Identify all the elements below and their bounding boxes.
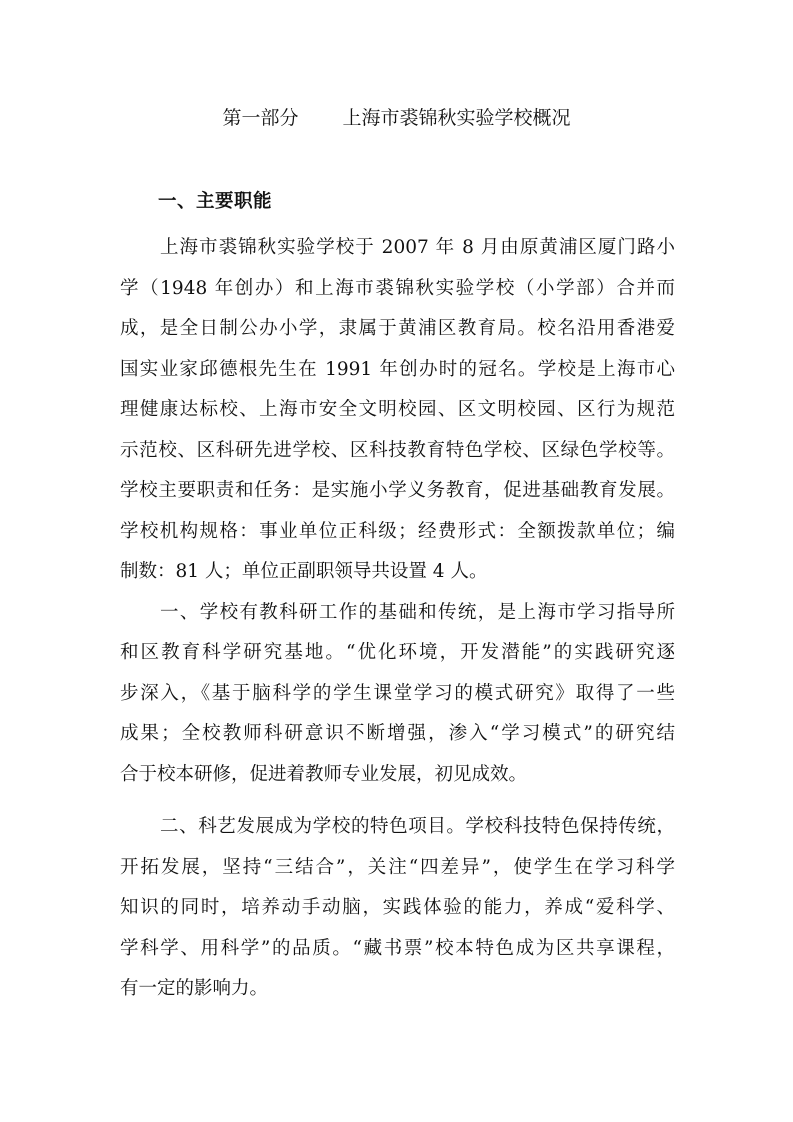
text-line: 二、科艺发展成为学校的特色项目。学校科技特色保持传统，	[160, 816, 675, 837]
text-line: 成果；全校教师科研意识不断增强，渗入“学习模式”的研究结	[120, 723, 675, 744]
text-line: 和区教育科学研究基地。“优化环境，开发潜能”的实践研究逐	[120, 642, 675, 663]
text-line: 上海市裘锦秋实验学校于 2007 年 8 月由原黄浦区厦门路小	[160, 237, 675, 258]
text-line: 有一定的影响力。	[120, 978, 269, 999]
page-title	[0, 104, 793, 132]
paragraph-overview	[120, 228, 675, 593]
text-line: 制数：81 人；单位正副职领导共设置 4 人。	[120, 561, 488, 582]
text-line: 一、学校有教科研工作的基础和传统，是上海市学习指导所	[160, 601, 675, 623]
text-line: 国实业家邱德根先生在 1991 年创办时的冠名。学校是上海市心	[120, 358, 675, 380]
title-school-name: 上海市裘锦秋实验学校概况	[342, 107, 571, 129]
text-line: 学校机构规格：事业单位正科级；经费形式：全额拨款单位；编	[120, 520, 675, 542]
text-line: 成，是全日制公办小学，隶属于黄浦区教育局。校名沿用香港爱	[120, 318, 675, 339]
text-line: 学校主要职责和任务：是实施小学义务教育，促进基础教育发展。	[120, 480, 675, 501]
section-heading: 一、主要职能	[158, 191, 273, 212]
text-line: 合于校本研修，促进着教师专业发展，初见成效。	[120, 763, 528, 785]
document-body	[120, 228, 675, 1010]
text-line: 学（1948 年创办）和上海市裘锦秋实验学校（小学部）合并而	[120, 277, 675, 299]
text-line: 示范校、区科研先进学校、区科技教育特色学校、区绿色学校等。	[120, 439, 675, 461]
paragraph-research	[120, 593, 675, 796]
text-line: 开拓发展，坚持“三结合”，关注“四差异”，使学生在学习科学	[120, 856, 675, 878]
paragraph-science-art	[120, 807, 675, 1010]
text-line: 理健康达标校、上海市安全文明校园、区文明校园、区行为规范	[120, 399, 675, 420]
text-line: 步深入，《基于脑科学的学生课堂学习的模式研究》取得了一些	[120, 682, 675, 704]
text-line: 学科学、用科学”的品质。“藏书票”校本特色成为区共享课程，	[120, 937, 675, 959]
title-part-label: 第一部分	[222, 107, 299, 129]
text-line: 知识的同时，培养动手动脑，实践体验的能力，养成“爱科学、	[120, 897, 675, 918]
